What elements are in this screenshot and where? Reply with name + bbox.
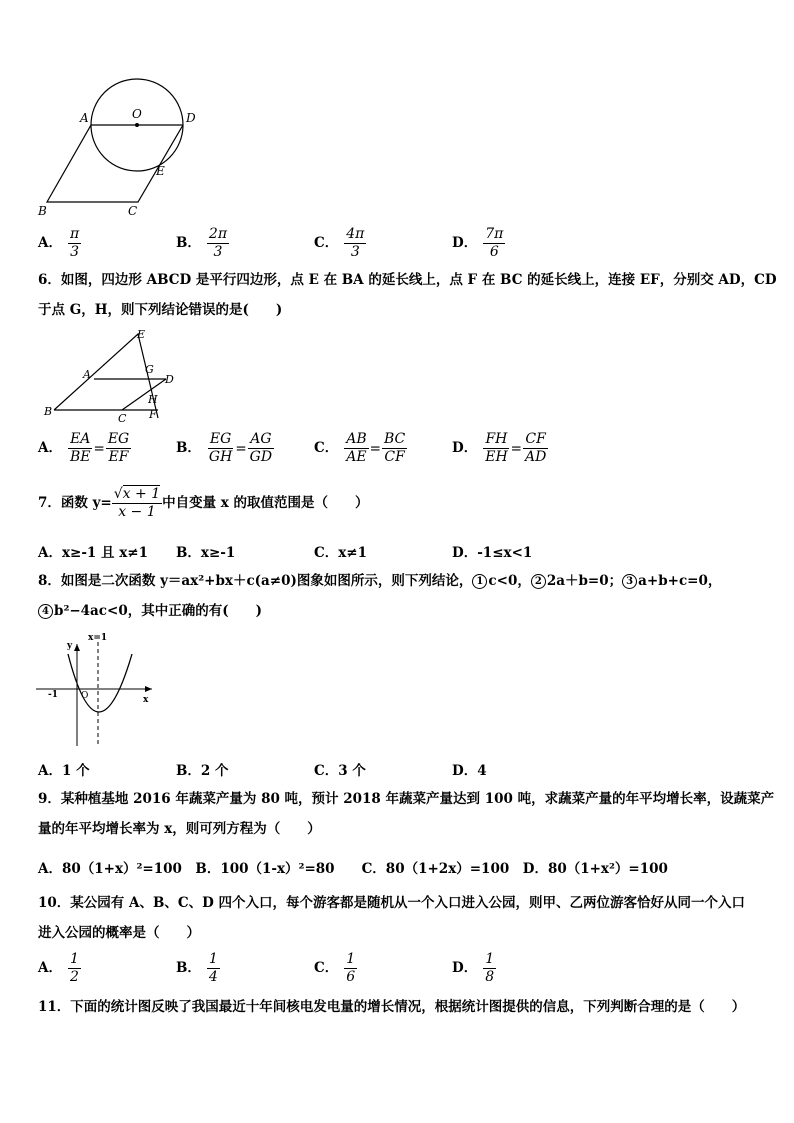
q6-stem-line2: 于点 G，H，则下列结论错误的是( ) <box>38 302 283 318</box>
q5-label-a: A <box>80 111 89 125</box>
q10-option-c: C． $\frac{1}{6}$ <box>314 951 356 985</box>
q5-label-c: C <box>128 204 138 218</box>
q9-options: A．80（1+x）²=100 B．100（1-x）²=80 C．80（1+2x）=100 D．80（1+x²）=100 <box>38 861 668 877</box>
q10-stem-line1: 10．某公园有 A、B、C、D 四个入口，每个游客都是随机从一个入口进入公园，则甲、乙两位游客恰好从同一个入口 <box>38 895 746 911</box>
q7-stem: 7．函数 y= $\frac{√x + 1}{x - 1}$ 中自变量 x 的取值范围是（ ） <box>38 486 369 520</box>
q6-option-d: D． $\frac{FH}{EH}$ = $\frac{CF}{AD}$ <box>452 431 547 465</box>
q6-label-c: C <box>118 412 127 425</box>
q8-label-y: y <box>67 641 73 651</box>
q7-option-c: C．x≠1 <box>314 545 367 561</box>
q7-option-a: A．x≥-1 且 x≠1 <box>38 545 148 561</box>
q5-figure <box>30 70 210 220</box>
q5-label-e: E <box>156 164 165 178</box>
q6-label-e: E <box>137 328 146 341</box>
q8-option-c: C．3 个 <box>314 763 366 779</box>
q8-stem-line1: 8．如图是二次函数 y＝ax²+bx＋c(a≠0)图象如图所示，则下列结论， 1 c<0， 2 2a＋b=0； 3 a+b+c=0， <box>38 573 722 589</box>
q5-label-b: B <box>38 204 47 218</box>
q6-figure <box>38 326 188 426</box>
q8-label-xeq1: x=1 <box>88 633 108 643</box>
q9-stem-line1: 9．某种植基地 2016 年蔬菜产量为 80 吨，预计 2018 年蔬菜产量达到 100 吨，求蔬菜产量的年平均增长率，设蔬菜产 <box>38 791 775 807</box>
q6-label-h: H <box>148 393 158 406</box>
q8-label-x: x <box>143 695 149 705</box>
q5-option-d: D． $\frac{7\pi}{6}$ <box>452 226 504 260</box>
q10-option-b: B． $\frac{1}{4}$ <box>176 951 218 985</box>
q8-label-neg1: -1 <box>48 690 58 700</box>
q10-stem-line2: 进入公园的概率是（ ） <box>38 925 200 941</box>
q6-option-b: B． $\frac{EG}{GH}$ = $\frac{AG}{GD}$ <box>176 431 273 465</box>
q5-option-c: C． $\frac{4\pi}{3}$ <box>314 226 365 260</box>
q6-label-a: A <box>83 368 91 381</box>
q5-option-a: A． $\frac{\pi}{3}$ <box>38 226 80 260</box>
q6-option-c: C． $\frac{AB}{AE}$ = $\frac{BC}{CF}$ <box>314 431 406 465</box>
q6-label-g: G <box>145 363 154 376</box>
q5-label-o: O <box>132 107 142 121</box>
q8-graph <box>32 630 162 750</box>
q8-stem-line2: 4 b²−4ac<0，其中正确的有( ) <box>38 601 262 621</box>
q5-label-d: D <box>186 111 196 125</box>
q10-option-a: A． $\frac{1}{2}$ <box>38 951 79 985</box>
q6-label-f: F <box>149 408 157 421</box>
q10-option-d: D． $\frac{1}{8}$ <box>452 951 495 985</box>
q8-option-a: A．1 个 <box>38 763 90 779</box>
q11-stem-line1: 11．下面的统计图反映了我国最近十年间核电发电量的增长情况，根据统计图提供的信息，下列判断合理的是（ ） <box>38 999 746 1015</box>
q5-option-b: B． $\frac{2\pi}{3}$ <box>176 226 228 260</box>
q6-label-b: B <box>44 405 53 418</box>
q7-option-d: D．-1≤x<1 <box>452 545 533 561</box>
q8-label-origin: O <box>81 691 89 701</box>
q6-option-a: A． $\frac{EA}{BE}$ = $\frac{EG}{EF}$ <box>38 431 130 465</box>
q8-option-d: D．4 <box>452 763 487 779</box>
q8-option-b: B．2 个 <box>176 763 229 779</box>
q7-option-b: B．x≥-1 <box>176 545 236 561</box>
q6-label-d: D <box>165 373 174 386</box>
q9-stem-line2: 量的年平均增长率为 x，则可列方程为（ ） <box>38 821 321 837</box>
q6-stem-line1: 6．如图，四边形 ABCD 是平行四边形，点 E 在 BA 的延长线上，点 F 在 BC 的延长线上，连接 EF，分别交 AD，CD <box>38 272 777 288</box>
q7-sqrt-numerator: √x + 1 <box>113 486 161 502</box>
